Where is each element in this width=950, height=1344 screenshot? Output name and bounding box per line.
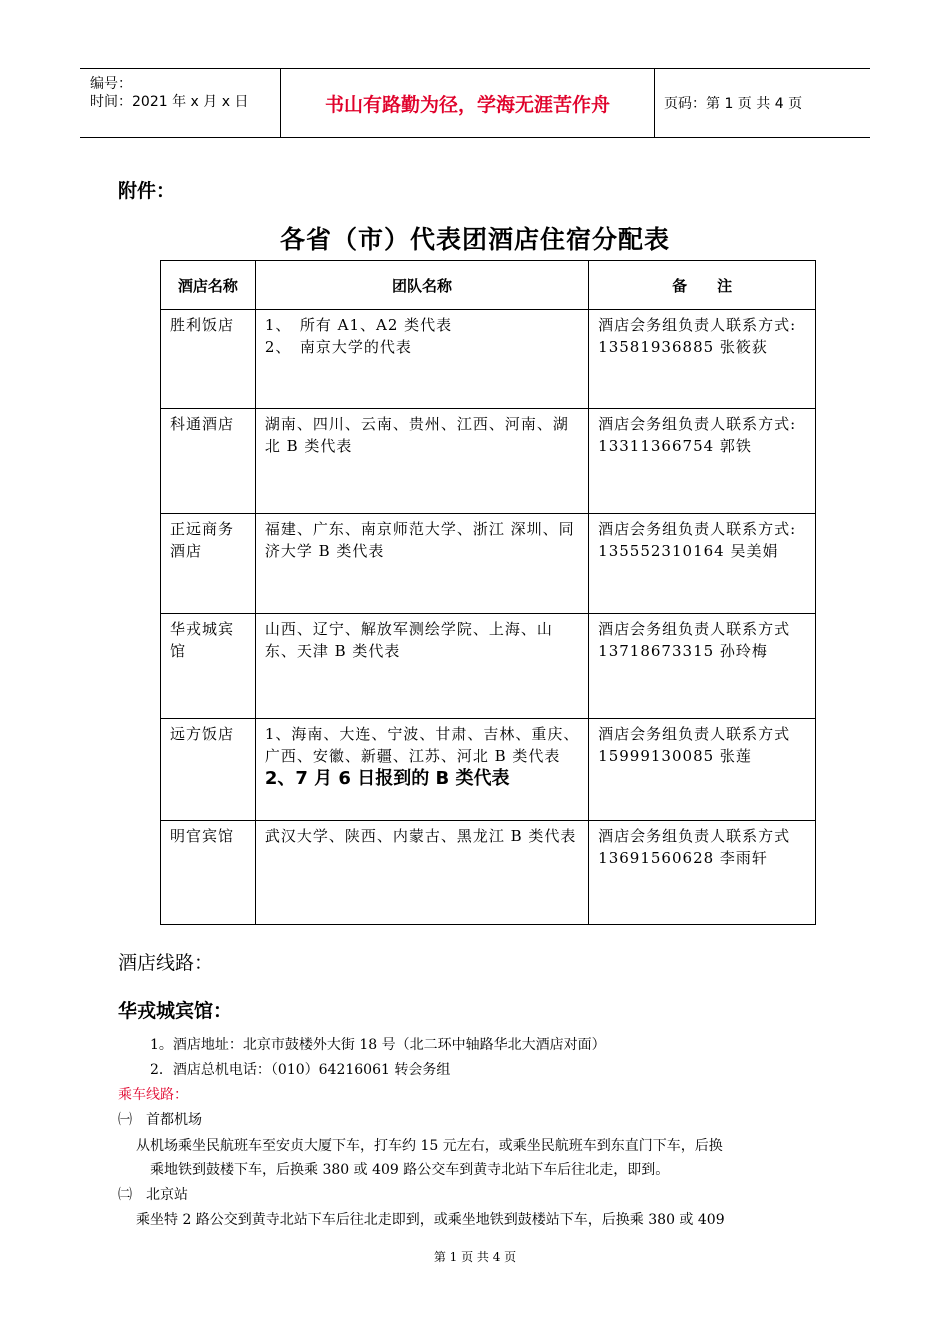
col-header-team: 团队名称 <box>255 261 588 310</box>
airport-label: ㈠ 首都机场 <box>118 1112 202 1128</box>
hotel-allocation-table <box>160 260 816 925</box>
table-row <box>161 409 816 514</box>
contact-note <box>589 409 815 457</box>
team-line: 1、海南、大连、宁波、甘肃、吉林、重庆、广西、安徽、新疆、江苏、河北 B 类代表 <box>264 725 580 765</box>
contact-note <box>589 310 815 358</box>
note-line: 酒店会务组负责人联系方式: <box>598 316 797 334</box>
table-row <box>161 514 816 614</box>
page-header <box>80 68 870 138</box>
contact-note <box>589 514 815 562</box>
note-phone: 15999130085 张莲 <box>598 747 752 765</box>
hotel-name: 胜利饭店 <box>170 316 235 334</box>
header-motto: 书山有路勤为径，学海无涯苦作舟 <box>281 69 655 137</box>
table-header-row <box>161 261 816 310</box>
header-number: 编号： <box>90 76 132 92</box>
note-line: 酒店会务组负责人联系方式 <box>598 620 791 638</box>
contact-note <box>589 614 815 662</box>
table-row <box>161 719 816 821</box>
note-phone: 13311366754 郭铁 <box>598 437 752 455</box>
airport-route-line-2: 乘地铁到鼓楼下车，后换乘 380 或 409 路公交车到黄寺北站下车后往北走，即到。 <box>150 1162 670 1178</box>
team-line-bold: 2、7 月 6 日报到的 B 类代表 <box>264 768 510 789</box>
page-title: 各省（市）代表团酒店住宿分配表 <box>279 225 670 254</box>
contact-note <box>589 719 815 767</box>
attachment-label: 附件： <box>118 180 176 202</box>
table-row <box>161 614 816 719</box>
col-header-hotel: 酒店名称 <box>161 261 256 310</box>
team-line: 1、 所有 A1、A2 类代表 <box>264 316 453 334</box>
header-meta <box>80 69 281 137</box>
team-line: 2、 南京大学的代表 <box>264 338 412 356</box>
note-phone: 13718673315 孙玲梅 <box>598 642 768 660</box>
note-phone: 135552310164 吴美娟 <box>598 542 779 560</box>
hotel-name: 科通酒店 <box>170 415 235 433</box>
note-line: 酒店会务组负责人联系方式 <box>598 827 791 845</box>
airport-route-line-1: 从机场乘坐民航班车至安贞大厦下车，打车约 15 元左右，或乘坐民航班车到东直门下车，后换 <box>136 1138 723 1154</box>
team-list: 湖南、四川、云南、贵州、江西、河南、湖北 B 类代表 <box>264 415 569 455</box>
transport-label: 乘车线路： <box>118 1087 188 1103</box>
hotel-name: 华戎城宾馆 <box>170 620 235 660</box>
note-line: 酒店会务组负责人联系方式 <box>598 725 791 743</box>
note-phone: 13691560628 李雨轩 <box>598 849 768 867</box>
team-list: 福建、广东、南京师范大学、浙江 深圳、同济大学 B 类代表 <box>264 520 575 560</box>
note-line: 酒店会务组负责人联系方式: <box>598 415 797 433</box>
table-row <box>161 821 816 925</box>
route-heading: 酒店线路： <box>118 952 214 974</box>
hotel-address: 1。酒店地址：北京市鼓楼外大街 18 号（北二环中轴路华北大酒店对面） <box>150 1037 606 1053</box>
table-row <box>161 310 816 409</box>
hotel-name: 正远商务酒店 <box>170 520 235 560</box>
note-phone: 13581936885 张筱荻 <box>598 338 768 356</box>
team-list <box>256 310 588 358</box>
page-footer: 第 1 页 共 4 页 <box>433 1250 517 1264</box>
hotel-name: 明官宾馆 <box>170 827 235 845</box>
hotel-name: 远方饭店 <box>170 725 235 743</box>
team-list: 山西、辽宁、解放军测绘学院、上海、山东、天津 B 类代表 <box>264 620 553 660</box>
team-list <box>256 719 588 791</box>
station-route-line-1: 乘坐特 2 路公交到黄寺北站下车后往北走即到，或乘坐地铁到鼓楼站下车，后换乘 380 或 409 <box>136 1212 725 1228</box>
hotel-route-heading: 华戎城宾馆： <box>118 1000 233 1022</box>
hotel-phone: 2．酒店总机电话：（010）64216061 转会务组 <box>150 1062 451 1078</box>
station-label: ㈡ 北京站 <box>118 1187 188 1203</box>
header-time: 时间：2021 年 x 月 x 日 <box>90 94 249 110</box>
col-header-note: 备 注 <box>589 261 816 310</box>
note-line: 酒店会务组负责人联系方式: <box>598 520 797 538</box>
team-list: 武汉大学、陕西、内蒙古、黑龙江 B 类代表 <box>264 827 577 845</box>
header-page-number: 页码：第 1 页 共 4 页 <box>664 96 803 112</box>
contact-note <box>589 821 815 869</box>
